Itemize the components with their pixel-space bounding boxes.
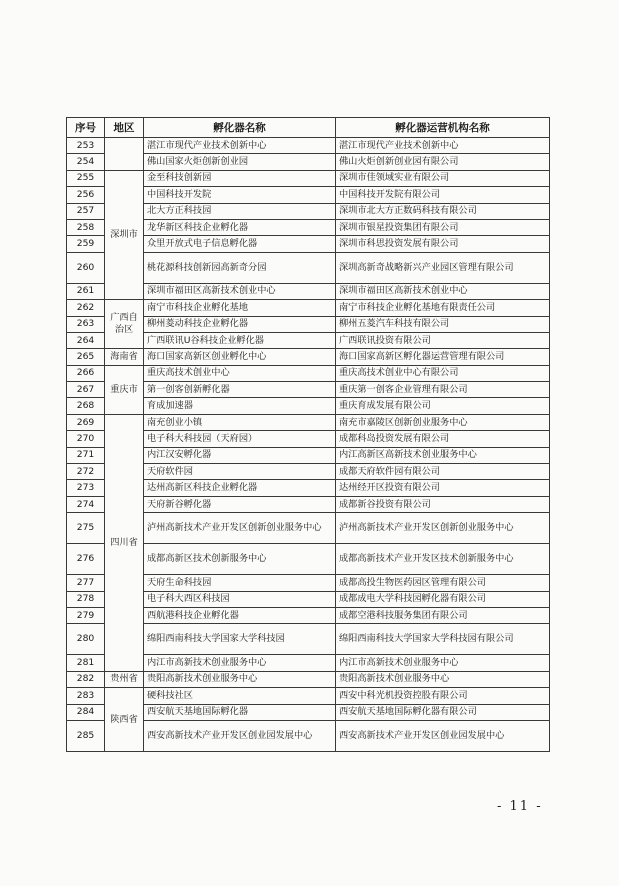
incubator-name-cell: 泸州高新技术产业开发区创新创业服务中心 [144,513,336,544]
operator-name-cell: 深圳市北大方正数码科技有限公司 [336,203,550,219]
serial-cell: 270 [67,431,105,447]
serial-cell: 272 [67,464,105,480]
serial-cell: 267 [67,382,105,398]
operator-name-cell: 西安中科光机投资控股有限公司 [336,688,550,704]
serial-cell: 274 [67,496,105,512]
operator-name-cell: 深圳高新奇战略新兴产业园区管理有限公司 [336,252,550,283]
incubator-name-cell: 西安高新技术产业开发区创业园发展中心 [144,720,336,751]
operator-name-cell: 成都天府软件园有限公司 [336,464,550,480]
incubator-name-cell: 育成加速器 [144,398,336,414]
operator-name-cell: 重庆高技术创业中心有限公司 [336,365,550,381]
operator-name-cell: 泸州高新技术产业开发区创新创业服务中心 [336,513,550,544]
incubator-name-cell: 广西联讯U谷科技企业孵化器 [144,332,336,348]
serial-cell: 257 [67,203,105,219]
serial-cell: 263 [67,316,105,332]
table-row [67,300,550,316]
serial-cell: 271 [67,447,105,463]
serial-cell: 283 [67,688,105,704]
region-cell: 广西自治区 [105,300,144,349]
serial-cell: 255 [67,170,105,186]
serial-cell: 275 [67,513,105,544]
operator-name-cell: 南宁市科技企业孵化基地有限责任公司 [336,300,550,316]
serial-cell: 264 [67,332,105,348]
region-cell: 贵州省 [105,671,144,687]
serial-cell: 258 [67,219,105,235]
incubator-name-cell: 达州高新区科技企业孵化器 [144,480,336,496]
serial-cell: 280 [67,624,105,655]
incubator-name-cell: 第一创客创新孵化器 [144,382,336,398]
serial-cell: 281 [67,655,105,671]
table-row [67,688,550,704]
operator-name-cell: 南充市嘉陵区创新创业服务中心 [336,414,550,430]
operator-name-cell: 贵阳高新技术创业服务中心 [336,671,550,687]
incubator-name-cell: 电子科大科技园（天府园） [144,431,336,447]
region-cell: 四川省 [105,414,144,671]
operator-name-cell: 中国科技开发院有限公司 [336,187,550,203]
incubator-name-cell: 绵阳西南科技大学国家大学科技园 [144,624,336,655]
incubator-name-cell: 北大方正科技园 [144,203,336,219]
operator-name-cell: 湛江市现代产业技术创新中心 [336,138,550,154]
incubator-name-cell: 西安航天基地国际孵化器 [144,704,336,720]
operator-name-cell: 佛山火炬创新创业园有限公司 [336,154,550,170]
operator-name-cell: 绵阳西南科技大学国家大学科技园有限公司 [336,624,550,655]
page-number: - 11 - [497,799,543,814]
operator-name-cell: 柳州五菱汽车科技有限公司 [336,316,550,332]
serial-cell: 278 [67,591,105,607]
serial-cell: 259 [67,236,105,252]
region-cell: 深圳市 [105,170,144,299]
operator-name-cell: 成都新谷投资有限公司 [336,496,550,512]
table-row [67,414,550,430]
operator-name-cell: 深圳市佳领域实业有限公司 [336,170,550,186]
incubator-name-cell: 天府新谷孵化器 [144,496,336,512]
serial-cell: 282 [67,671,105,687]
table-header-row [67,118,550,138]
serial-cell: 254 [67,154,105,170]
operator-name-cell: 成都成电大学科技园孵化器有限公司 [336,591,550,607]
operator-name-cell: 内江市高新技术创业服务中心 [336,655,550,671]
incubator-name-cell: 贵阳高新技术创业服务中心 [144,671,336,687]
operator-name-cell: 成都高投生物医药园区管理有限公司 [336,575,550,591]
operator-name-cell: 深圳市科思投资发展有限公司 [336,236,550,252]
incubator-name-cell: 天府生命科技园 [144,575,336,591]
incubator-name-cell: 天府软件园 [144,464,336,480]
operator-name-cell: 重庆育成发展有限公司 [336,398,550,414]
incubator-name-cell: 中国科技开发院 [144,187,336,203]
header-operator-name: 孵化器运营机构名称 [336,118,550,138]
operator-name-cell: 西安高新技术产业开发区创业园发展中心 [336,720,550,751]
table-row [67,138,550,154]
serial-cell: 260 [67,252,105,283]
serial-cell: 273 [67,480,105,496]
operator-name-cell: 深圳市福田区高新技术创业中心 [336,283,550,299]
serial-cell: 262 [67,300,105,316]
serial-cell: 268 [67,398,105,414]
incubator-name-cell: 龙华新区科技企业孵化器 [144,219,336,235]
header-incubator-name: 孵化器名称 [144,118,336,138]
incubator-name-cell: 硬科技社区 [144,688,336,704]
serial-cell: 265 [67,349,105,365]
incubator-name-cell: 内江汉安孵化器 [144,447,336,463]
region-cell: 重庆市 [105,365,144,414]
serial-cell: 266 [67,365,105,381]
incubator-name-cell: 成都高新区技术创新服务中心 [144,544,336,575]
serial-cell: 276 [67,544,105,575]
operator-name-cell: 深圳市银星投资集团有限公司 [336,219,550,235]
incubator-name-cell: 众里开放式电子信息孵化器 [144,236,336,252]
incubator-name-cell: 深圳市福田区高新技术创业中心 [144,283,336,299]
operator-name-cell: 海口国家高新区孵化器运营管理有限公司 [336,349,550,365]
table-row [67,671,550,687]
incubator-name-cell: 电子科大西区科技园 [144,591,336,607]
operator-name-cell: 成都空港科技服务集团有限公司 [336,607,550,623]
table-row [67,349,550,365]
incubator-name-cell: 内江市高新技术创业服务中心 [144,655,336,671]
incubator-name-cell: 佛山国家火炬创新创业园 [144,154,336,170]
serial-cell: 285 [67,720,105,751]
operator-name-cell: 达州经开区投资有限公司 [336,480,550,496]
incubator-name-cell: 柳州菱动科技企业孵化器 [144,316,336,332]
operator-name-cell: 西安航天基地国际孵化器有限公司 [336,704,550,720]
incubator-name-cell: 海口国家高新区创业孵化中心 [144,349,336,365]
region-cell: 海南省 [105,349,144,365]
incubator-name-cell: 西航港科技企业孵化器 [144,607,336,623]
header-region: 地区 [105,118,144,138]
incubator-name-cell: 桃花源科技创新园高新奇分园 [144,252,336,283]
region-cell: 陕西省 [105,688,144,752]
table-row [67,170,550,186]
serial-cell: 261 [67,283,105,299]
operator-name-cell: 重庆第一创客企业管理有限公司 [336,382,550,398]
operator-name-cell: 成都高新技术产业开发区技术创新服务中心 [336,544,550,575]
serial-cell: 269 [67,414,105,430]
incubator-name-cell: 湛江市现代产业技术创新中心 [144,138,336,154]
serial-cell: 253 [67,138,105,154]
region-cell [105,138,144,171]
table-row [67,365,550,381]
incubator-name-cell: 南充创业小镇 [144,414,336,430]
operator-name-cell: 成都科岛投资发展有限公司 [336,431,550,447]
operator-name-cell: 内江高新区高新技术创业服务中心 [336,447,550,463]
incubator-table [66,117,550,752]
incubator-name-cell: 重庆高技术创业中心 [144,365,336,381]
operator-name-cell: 广西联讯投资有限公司 [336,332,550,348]
serial-cell: 277 [67,575,105,591]
serial-cell: 279 [67,607,105,623]
serial-cell: 284 [67,704,105,720]
serial-cell: 256 [67,187,105,203]
incubator-name-cell: 南宁市科技企业孵化基地 [144,300,336,316]
incubator-name-cell: 金至科技创新园 [144,170,336,186]
header-serial: 序号 [67,118,105,138]
